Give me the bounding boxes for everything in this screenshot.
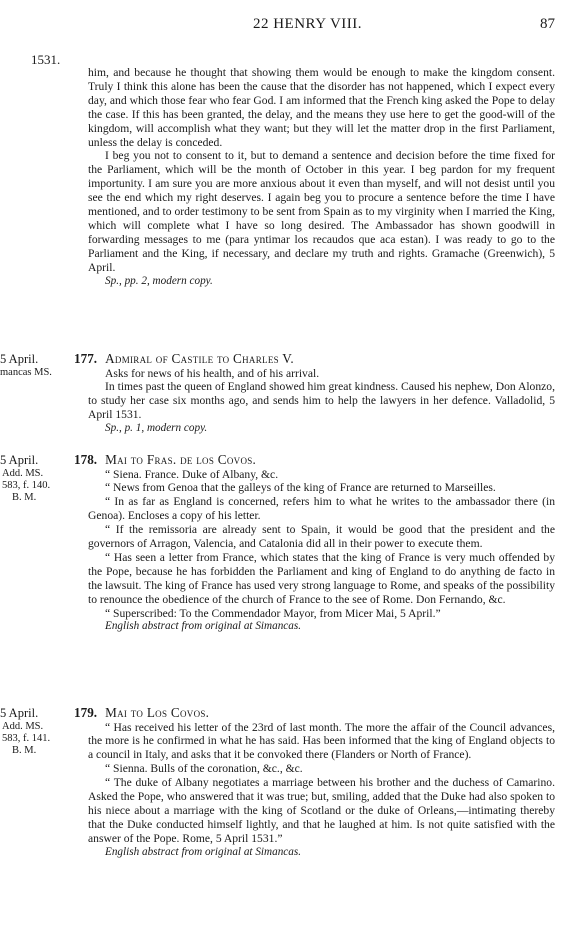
source-note: English abstract from original at Simancas. [105,845,301,858]
margin-ref: B. M. [12,745,37,756]
entry-heading [74,452,555,468]
margin-ref: 583, f. 141. [2,733,51,744]
source-note: English abstract from original at Simancas. [105,620,301,633]
margin-date: 5 April. [0,453,39,467]
entry-line: “ In as far as England is concerned, refers him to what he writes to the ambassador there (in Genoa). Encloses a copy of his letter. [88,495,555,523]
margin-ref: Add. MS. [2,721,44,732]
entry-number: 178. [74,452,98,467]
entry-number: 177. [74,351,98,366]
entry-line: “ News from Genoa that the galleys of the king of France are returned to Marseilles. [105,481,496,495]
entry-line: “ Superscribed: To the Commendador Mayor, from Micer Mai, 5 April.” [105,606,441,620]
entry-line: “ Has seen a letter from France, which states that the king of France is very much offended by the Pope, because he has forbidden the Parliament and king of England to do anything de facto in the lawsuit. The king of France has used very strong language to Rome, and speaks of the possibility to renounce the obedience of the church of France to the see of Rome. Don Fernando, &c. [88,550,555,606]
year-marker: 1531. [31,52,61,67]
entry-title: Mai to Fras. de los Covos. [105,452,257,467]
source-note: Sp., pp. 2, modern copy. [105,274,213,287]
entry-line: “ Sienna. Bulls of the coronation, &c., &c. [105,762,303,776]
letter-paragraph: him, and because he thought that showing them would be enough to make the kingdom consent. Truly I think this alone has been the cause that the disorder has not happened, which I expect every day, and which those fear who fear God. I am informed that the French king asked the Pope to delay the case. If this has been granted, the delay, and the means they use here to get the good-will of the kingdom, will accomplish what they want; but they will let the matter drop in the first Parliament, unless the delay is conceded. [88,66,555,149]
margin-note-177 [0,352,68,379]
margin-ref: mancas MS. [0,367,52,378]
entry-heading [74,351,555,367]
entry-line: “ Has received his letter of the 23rd of last month. The more the affair of the Council advances, the more is he confirmed in what he has said. Has been informed that the king of England objects to a council in Italy, and asks that it be convoked there (Flanders or North of France). [88,720,555,762]
margin-ref: B. M. [12,492,37,503]
entry-title: Admiral of Castile to Charles V. [105,351,294,366]
entry-title: Mai to Los Covos. [105,705,210,720]
entry-line: Asks for news of his health, and of his arrival. [105,366,320,380]
entry-178 [74,452,555,634]
margin-date: 5 April. [0,706,39,720]
entry-line: In times past the queen of England showed him great kindness. Caused his nephew, Don Alonzo, to study her case six months ago, and sends him to help the lawyers in her defence. Valladolid, 5 April 1531. [88,380,555,422]
page-header [60,16,555,38]
source-note: Sp., p. 1, modern copy. [105,422,208,435]
margin-date: 5 April. [0,352,39,366]
running-title: 22 HENRY VIII. [252,16,363,32]
margin-ref: Add. MS. [2,468,44,479]
margin-ref: 583, f. 140. [2,480,51,491]
entry-line: “ Siena. France. Duke of Albany, &c. [105,467,279,481]
continued-letter [88,66,555,289]
letter-paragraph: I beg you not to consent to it, but to demand a sentence and decision before the time fixed for the Parliament, which will be the month of October in this year. I beg pardon for my frequent importunity. I am sure you are more anxious about it even than myself, and will not desist until you see the end which my right deserves. I again beg you to procure a sentence before the time I have mentioned, and to order testimony to be sent from Spain as to my virginity when I married the King, which will complete what I have so long desired. The Ambassador has shown goodwill in forwarding messages to me (para yntimar los recaudos que aca estan). I was ready to go to the Parliament and the King, if necessary, and declare my truth and rights. Gramache (Greenwich), 5 April. [88,149,555,274]
entry-heading [74,705,555,721]
entry-179 [74,705,555,860]
page-number: 87 [540,16,555,32]
margin-note-178 [0,453,68,504]
entry-line: “ The duke of Albany negotiates a marriage between his brother and the duchess of Camarino. Asked the Pope, who answered that it was true; but, smiling, added that the Duke had also spoken to his niece about a marriage with the king of Scotland or the duke of Orleans,—intimating thereby that the Duke conducted himself lightly, and that he laughed at him. Is not quite satisfied with the answer of the Pope. Rome, 5 April 1531.” [88,776,555,845]
entry-number: 179. [74,705,98,720]
entry-177 [74,351,555,436]
entry-line: “ If the remissoria are already sent to Spain, it would be good that the president and the governors of Arragon, Valencia, and Catalonia did all in their power to execute them. [88,523,555,551]
margin-note-179 [0,706,68,757]
